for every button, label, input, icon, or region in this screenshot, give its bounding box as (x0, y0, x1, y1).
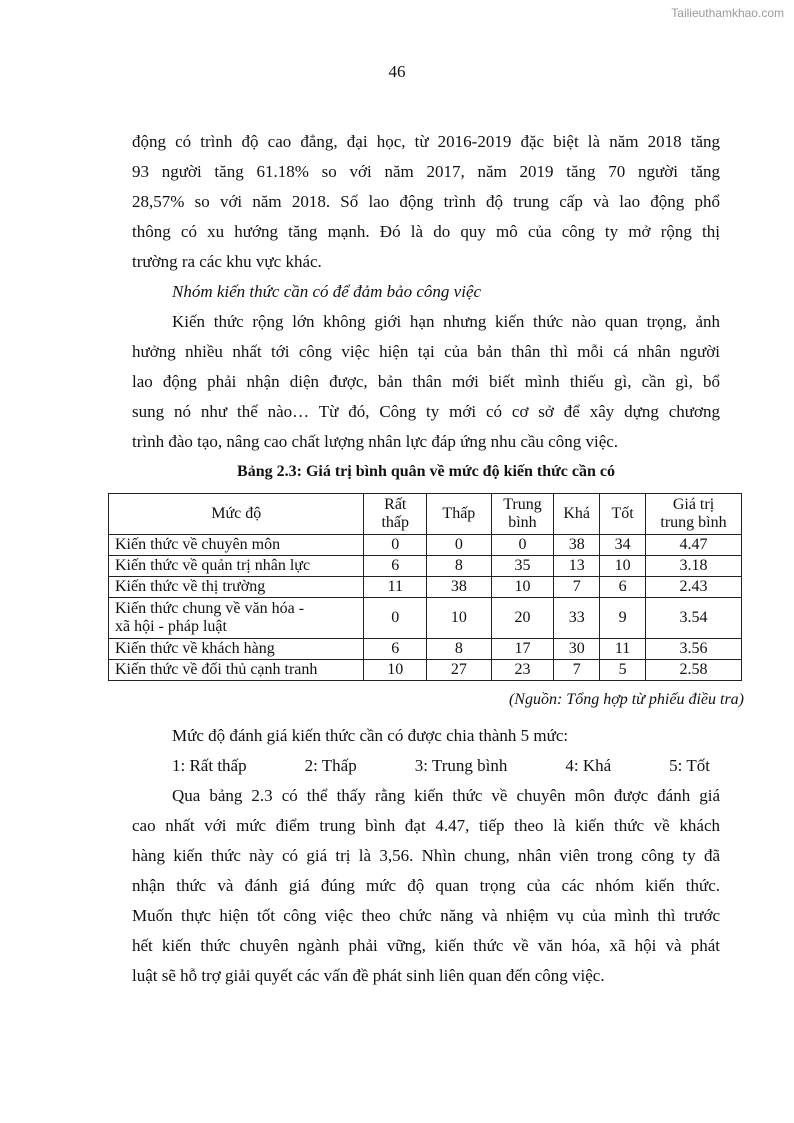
row-label: Kiến thức chung về văn hóa - xã hội - pháp luật (109, 598, 364, 639)
table-cell: 34 (600, 535, 646, 556)
table-cell: 0 (491, 535, 554, 556)
row-label: Kiến thức về khách hàng (109, 639, 364, 660)
header-cell: Thấp (427, 494, 492, 535)
scale-level: 4: Khá (565, 756, 612, 775)
scale-level: 5: Tốt (669, 756, 710, 775)
row-label: Kiến thức về chuyên môn (109, 535, 364, 556)
header-cell: Giá trị trung bình (646, 494, 742, 535)
paragraph-line: Kiến thức rộng lớn không giới hạn nhưng kiến thức nào quan trọng, ảnh (172, 312, 720, 331)
row-label: Kiến thức về đối thủ cạnh tranh (109, 660, 364, 681)
table-cell: 20 (491, 598, 554, 639)
table-caption: Bảng 2.3: Giá trị bình quân về mức độ kiến thức cần có (237, 463, 615, 480)
table-cell: 10 (491, 577, 554, 598)
paragraph-line: động có trình độ cao đẳng, đại học, từ 2016-2019 đặc biệt là năm 2018 tăng (132, 132, 720, 151)
paragraph-line: lao động phải nhận diện được, bản thân mới biết mình thiếu gì, cần gì, bổ (132, 372, 720, 391)
header-cell: Tốt (600, 494, 646, 535)
table-row (109, 660, 742, 681)
scale-level: 1: Rất thấp (172, 756, 247, 775)
watermark: Tailieuthamkhao.com (671, 6, 784, 20)
table-cell: 7 (554, 660, 600, 681)
paragraph-line: sung nó như thế nào… Từ đó, Công ty mới có cơ sở để xây dựng chương (132, 402, 720, 421)
table-cell: 3.56 (646, 639, 742, 660)
table-row (109, 535, 742, 556)
table-cell: 30 (554, 639, 600, 660)
table-cell: 5 (600, 660, 646, 681)
paragraph-line: hưởng nhiều nhất tới công việc hiện tại của bản thân thì mỗi cá nhân người (132, 342, 720, 361)
table-row (109, 577, 742, 598)
table-cell: 0 (364, 535, 427, 556)
table-cell: 38 (427, 577, 492, 598)
scale-level: 2: Thấp (304, 756, 357, 775)
paragraph-line: nhận thức và đánh giá đúng mức độ quan trọng của các nhóm kiến thức. (132, 876, 720, 895)
table-cell: 11 (364, 577, 427, 598)
table-cell: 4.47 (646, 535, 742, 556)
scale-levels (132, 751, 720, 781)
table-row (109, 556, 742, 577)
header-cell: Khá (554, 494, 600, 535)
table-cell: 6 (600, 577, 646, 598)
table-cell: 6 (364, 639, 427, 660)
paragraph-line: trình đào tạo, nâng cao chất lượng nhân lực đáp ứng nhu cầu công việc. (132, 432, 619, 451)
table-row (109, 598, 742, 639)
table-cell: 7 (554, 577, 600, 598)
header-cell: Trung bình (491, 494, 554, 535)
table-cell: 13 (554, 556, 600, 577)
paragraph-line: Muốn thực hiện tốt công việc theo chức năng và nhiệm vụ của mình thì trước (132, 906, 720, 925)
section-subheading: Nhóm kiến thức cần có để đảm bảo công việc (172, 282, 482, 301)
table-cell: 0 (364, 598, 427, 639)
table-cell: 38 (554, 535, 600, 556)
table-cell: 6 (364, 556, 427, 577)
table-cell: 23 (491, 660, 554, 681)
table-cell: 17 (491, 639, 554, 660)
table-cell: 10 (364, 660, 427, 681)
scale-intro: Mức độ đánh giá kiến thức cần có được chia thành 5 mức: (172, 726, 569, 745)
table-cell: 11 (600, 639, 646, 660)
header-cell: Rất thấp (364, 494, 427, 535)
page-number: 46 (388, 62, 406, 81)
row-label: Kiến thức về thị trường (109, 577, 364, 598)
table-cell: 10 (427, 598, 492, 639)
paragraph-line: trường ra các khu vực khác. (132, 252, 322, 271)
table-cell: 8 (427, 639, 492, 660)
paragraph-line: luật sẽ hỗ trợ giải quyết các vấn đề phát sinh liên quan đến công việc. (132, 966, 605, 985)
paragraph-line: 28,57% so với năm 2018. Số lao động trình độ trung cấp và lao động phổ (132, 192, 720, 211)
table-cell: 27 (427, 660, 492, 681)
table-cell: 2.43 (646, 577, 742, 598)
table-source: (Nguồn: Tổng hợp từ phiếu điều tra) (508, 691, 744, 708)
scale-level: 3: Trung bình (414, 756, 508, 775)
table-cell: 9 (600, 598, 646, 639)
body-text-bottom (132, 721, 720, 991)
table-cell: 2.58 (646, 660, 742, 681)
table-cell: 8 (427, 556, 492, 577)
row-label: Kiến thức về quản trị nhân lực (109, 556, 364, 577)
table-cell: 3.54 (646, 598, 742, 639)
paragraph-line: cao nhất với mức điểm trung bình đạt 4.47, tiếp theo là kiến thức về khách (132, 816, 720, 835)
knowledge-level-table (108, 493, 742, 681)
table-row (109, 639, 742, 660)
paragraph-line: Qua bảng 2.3 có thể thấy rằng kiến thức về chuyên môn được đánh giá (172, 786, 720, 805)
table-cell: 3.18 (646, 556, 742, 577)
paragraph-line: thông có xu hướng tăng mạnh. Đó là do quy mô của công ty mở rộng thị (132, 222, 720, 241)
table-header-row (109, 494, 742, 535)
body-text-top (132, 127, 720, 485)
paragraph-line: hàng kiến thức này có giá trị là 3,56. Nhìn chung, nhân viên trong công ty đã (132, 846, 720, 865)
table-cell: 35 (491, 556, 554, 577)
paragraph-line: hết kiến thức chuyên ngành phải vững, kiến thức về văn hóa, xã hội và phát (132, 936, 720, 955)
table-cell: 0 (427, 535, 492, 556)
table-cell: 33 (554, 598, 600, 639)
table-cell: 10 (600, 556, 646, 577)
header-cell: Mức độ (109, 494, 364, 535)
paragraph-line: 93 người tăng 61.18% so với năm 2017, năm 2019 tăng 70 người tăng (132, 162, 720, 181)
